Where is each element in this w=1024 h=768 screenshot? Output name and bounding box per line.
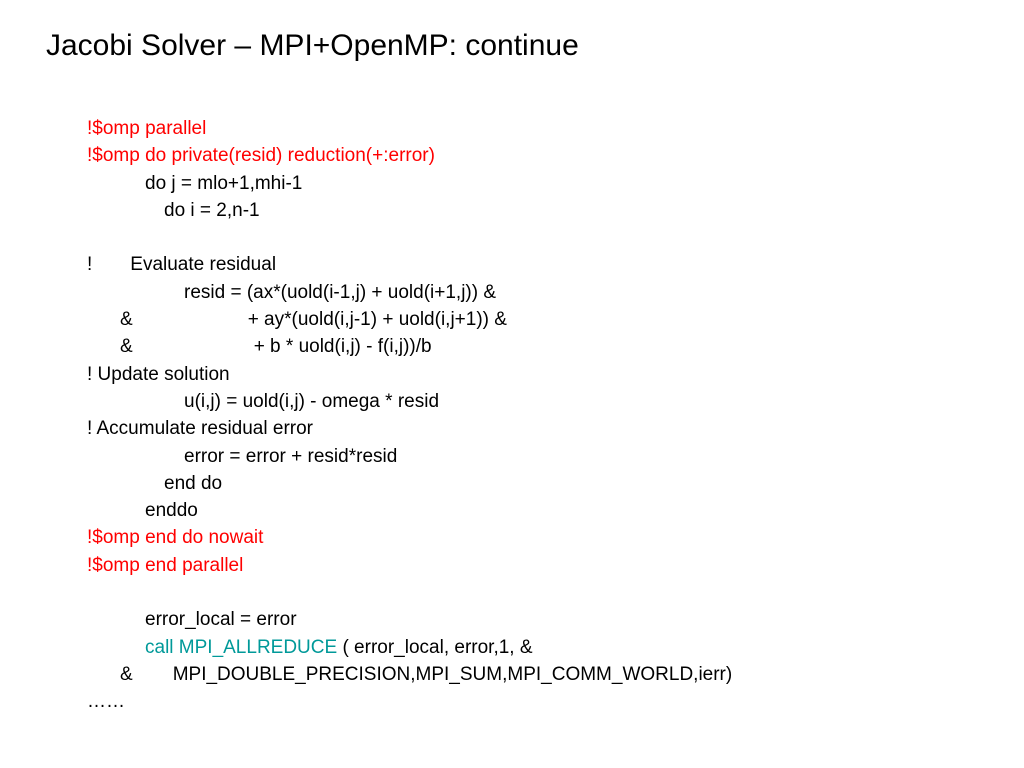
code-line-do-i: do i = 2,n-1 [164,199,260,221]
continuation-marker: & [120,336,133,358]
code-line-error: error = error + resid*resid [184,445,398,467]
mpi-call-keyword: call MPI_ALLREDUCE [145,636,338,658]
code-text: + b * uold(i,j) - f(i,j))/b [253,336,432,358]
code-text: + ay*(uold(i,j-1) + uold(i,j+1)) & [247,309,507,331]
code-line-b [87,333,987,360]
code-line-omp-parallel: !$omp parallel [87,118,207,139]
code-text: ( error_local, error,1, & [337,636,533,658]
code-line-comment-accumulate: ! Accumulate residual error [87,418,313,440]
slide-title: Jacobi Solver – MPI+OpenMP: continue [46,29,579,62]
code-line-omp-do: !$omp do private(resid) reduction(+:error) [87,145,435,167]
code-line-omp-end-parallel: !$omp end parallel [87,554,244,576]
code-line-end-do: end do [164,472,223,494]
code-line-resid: resid = (ax*(uold(i-1,j) + uold(i+1,j)) & [184,281,497,303]
continuation-marker: & [120,309,133,331]
code-text: MPI_DOUBLE_PRECISION,MPI_SUM,MPI_COMM_WORLD,ierr) [172,663,733,685]
comment-marker: ! [87,254,93,276]
code-line-allreduce [87,634,987,661]
code-line-comment-evaluate [87,251,987,278]
code-line-mpi-args [87,661,987,688]
code-line-blank [87,224,987,251]
code-line-ellipsis: …… [87,691,125,713]
code-line-comment-update: ! Update solution [87,363,230,385]
code-line-blank [87,579,987,606]
code-line-do-j: do j = mlo+1,mhi-1 [145,172,303,194]
code-line-enddo: enddo [145,500,198,522]
code-block [87,115,987,716]
code-line-update: u(i,j) = uold(i,j) - omega * resid [184,390,440,412]
code-line-ay [87,306,987,333]
comment-text: Evaluate residual [130,254,277,276]
continuation-marker: & [120,663,133,685]
code-line-error-local: error_local = error [145,609,297,631]
code-line-omp-end-do: !$omp end do nowait [87,527,264,549]
